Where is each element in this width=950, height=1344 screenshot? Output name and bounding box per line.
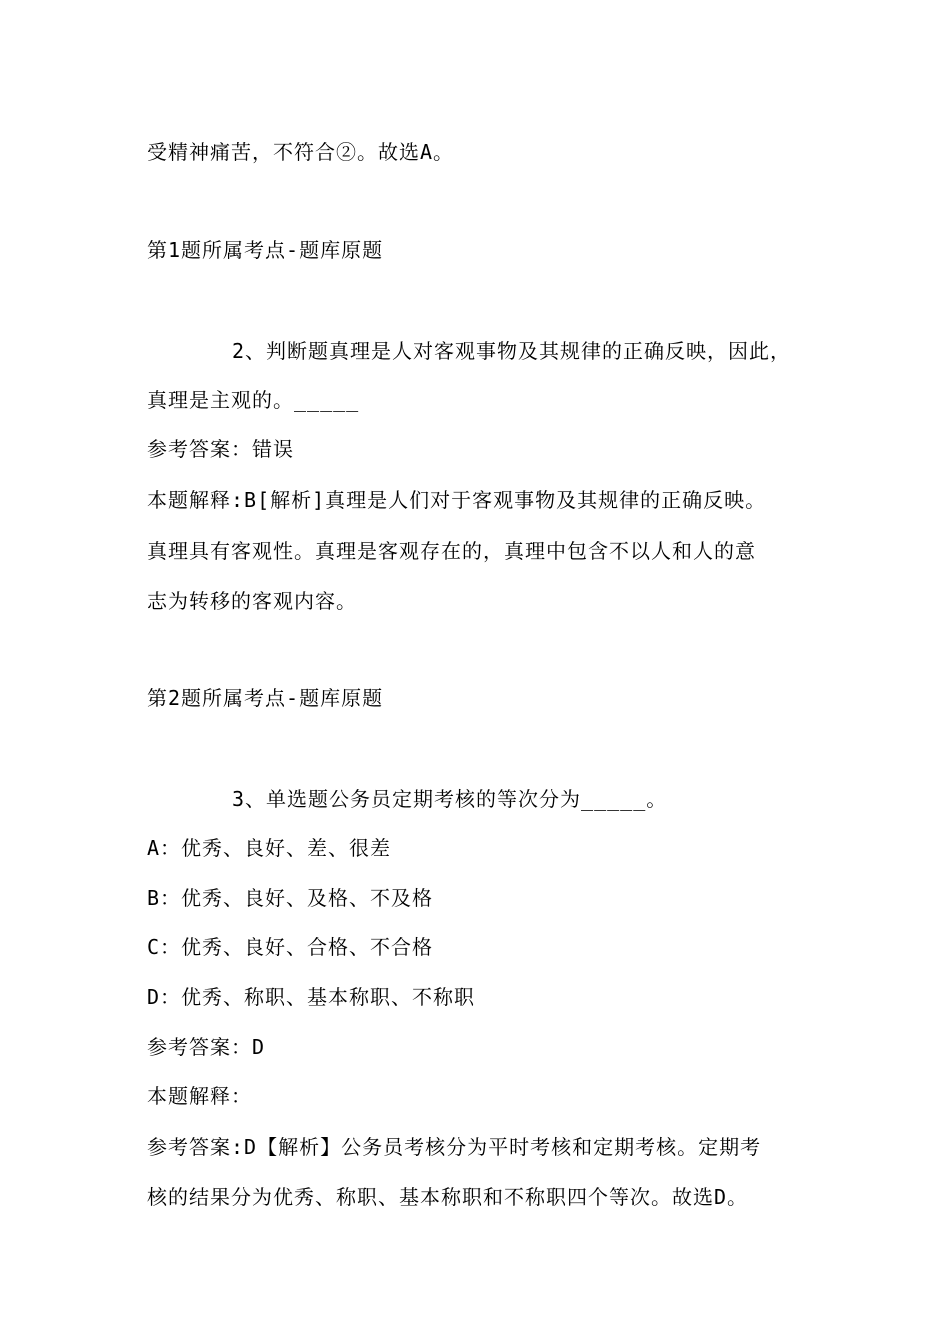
q2-question-line-2: 真理是主观的。_____ xyxy=(147,388,360,412)
q3-explanation-line-1: 参考答案:D【解析】公务员考核分为平时考核和定期考核。定期考 xyxy=(147,1135,762,1159)
q1-explanation-tail: 受精神痛苦，不符合②。故选A。 xyxy=(147,140,455,164)
q3-option-c: C：优秀、良好、合格、不合格 xyxy=(147,935,434,959)
q2-answer: 参考答案：错误 xyxy=(147,437,294,461)
q3-option-a: A：优秀、良好、差、很差 xyxy=(147,836,392,860)
q2-explanation-line-3: 志为转移的客观内容。 xyxy=(147,589,357,613)
q2-topic-note: 第2题所属考点-题库原题 xyxy=(147,686,384,710)
q2-question-line-1: 2、判断题真理是人对客观事物及其规律的正确反映，因此， xyxy=(232,339,792,363)
q3-question: 3、单选题公务员定期考核的等次分为_____。 xyxy=(232,787,668,811)
q3-explanation-label: 本题解释： xyxy=(147,1084,252,1108)
q3-option-b: B：优秀、良好、及格、不及格 xyxy=(147,886,434,910)
q3-explanation-line-2: 核的结果分为优秀、称职、基本称职和不称职四个等次。故选D。 xyxy=(147,1185,749,1209)
q3-option-d: D：优秀、称职、基本称职、不称职 xyxy=(147,985,476,1009)
q1-topic-note: 第1题所属考点-题库原题 xyxy=(147,238,384,262)
q2-explanation-line-2: 真理具有客观性。真理是客观存在的，真理中包含不以人和人的意 xyxy=(147,539,756,563)
q3-answer: 参考答案：D xyxy=(147,1035,266,1059)
q2-explanation-line-1: 本题解释:B[解析]真理是人们对于客观事物及其规律的正确反映。 xyxy=(147,488,767,512)
